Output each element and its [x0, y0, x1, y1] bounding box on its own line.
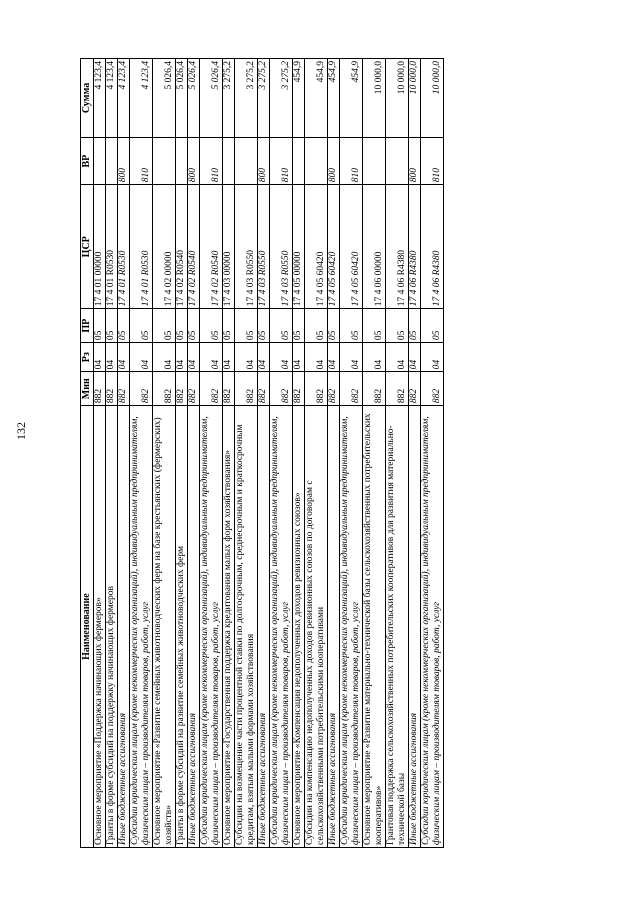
page-number: 132	[14, 422, 28, 440]
cell-sum: 10 000,0	[386, 59, 409, 138]
cell-sum: 3 275,2	[235, 59, 258, 138]
cell-pr: 05	[118, 309, 130, 343]
header-row	[81, 59, 94, 848]
table-row	[176, 59, 188, 848]
table-body	[94, 59, 444, 848]
cell-csr: 17 4 05 60420	[328, 185, 340, 309]
table-row	[386, 59, 409, 848]
table-row	[94, 59, 106, 848]
cell-vr: 810	[130, 137, 153, 184]
cell-csr: 17 4 01 R0530	[106, 185, 118, 309]
table-row	[130, 59, 153, 848]
cell-min: 882	[176, 372, 188, 406]
cell-name: Иные бюджетные ассигнования	[258, 406, 270, 848]
cell-pr: 05	[235, 309, 258, 343]
cell-vr	[94, 137, 106, 184]
cell-rz: 04	[94, 343, 106, 372]
cell-csr: 17 4 06 R4380	[409, 185, 421, 309]
cell-rz: 04	[200, 343, 223, 372]
cell-sum: 5 026,4	[200, 59, 223, 138]
cell-csr: 17 4 02 R0540	[200, 185, 223, 309]
cell-name: Субсидии юридическим лицам (кроме некоммерческих организаций), индивидуальным предпринимателям, физическим лицам – производителям товаров, работ, услуг	[340, 406, 363, 848]
cell-rz: 04	[153, 343, 176, 372]
cell-vr: 810	[421, 137, 444, 184]
cell-pr: 05	[200, 309, 223, 343]
cell-rz: 04	[130, 343, 153, 372]
header-csr: ЦСР	[81, 185, 94, 309]
cell-name: Субсидии юридическим лицам (кроме некоммерческих организаций), индивидуальным предпринимателям, физическим лицам – производителям товаров, работ, услуг	[421, 406, 444, 848]
cell-sum: 4 123,4	[118, 59, 130, 138]
cell-name: Иные бюджетные ассигнования	[409, 406, 421, 848]
cell-pr: 05	[94, 309, 106, 343]
cell-rz: 04	[235, 343, 258, 372]
cell-csr: 17 4 05 00000	[293, 185, 305, 309]
cell-sum: 5 026,4	[153, 59, 176, 138]
cell-csr: 17 4 01 R0530	[118, 185, 130, 309]
cell-csr: 17 4 02 00000	[153, 185, 176, 309]
cell-min: 882	[421, 372, 444, 406]
table-row	[200, 59, 223, 848]
budget-table-rotated	[80, 58, 580, 848]
cell-min: 882	[106, 372, 118, 406]
cell-pr: 05	[176, 309, 188, 343]
cell-pr: 05	[305, 309, 328, 343]
cell-name: Основное мероприятие «Развитие семейных животноводческих ферм на базе крестьянских (фермерских) хозяйств»	[153, 406, 176, 848]
cell-sum: 10 000,0	[421, 59, 444, 138]
cell-rz: 04	[409, 343, 421, 372]
cell-rz: 04	[421, 343, 444, 372]
cell-min: 882	[340, 372, 363, 406]
cell-vr: 800	[188, 137, 200, 184]
table-row	[270, 59, 293, 848]
cell-csr: 17 4 03 R0550	[235, 185, 258, 309]
cell-name: Субсидии на компенсацию недополученных доходов ревизионных союзов по договорам с сельскохозяйственными потребительскими кооперативами	[305, 406, 328, 848]
cell-vr: 800	[409, 137, 421, 184]
cell-sum: 10 000,0	[363, 59, 386, 138]
cell-csr: 17 4 03 00000	[223, 185, 235, 309]
cell-name: Гранты в форме субсидий на развитие семейных животноводческих ферм	[176, 406, 188, 848]
cell-vr	[386, 137, 409, 184]
cell-vr: 810	[340, 137, 363, 184]
table-row	[421, 59, 444, 848]
table-row	[363, 59, 386, 848]
cell-pr: 05	[328, 309, 340, 343]
cell-vr: 810	[200, 137, 223, 184]
cell-csr: 17 4 05 60420	[340, 185, 363, 309]
cell-rz: 04	[305, 343, 328, 372]
cell-name: Иные бюджетные ассигнования	[118, 406, 130, 848]
table-row	[293, 59, 305, 848]
table-row	[258, 59, 270, 848]
cell-sum: 4 123,4	[106, 59, 118, 138]
cell-name: Грантовая поддержка сельскохозяйственных потребительских кооперативов для развития материально-технической базы	[386, 406, 409, 848]
cell-sum: 4 123,4	[94, 59, 106, 138]
table-row	[305, 59, 328, 848]
cell-name: Субсидии юридическим лицам (кроме некоммерческих организаций), индивидуальным предпринимателям, физическим лицам – производителям товаров, работ, услуг	[200, 406, 223, 848]
cell-min: 882	[188, 372, 200, 406]
cell-name: Гранты в форме субсидий на поддержку начинающих фермеров	[106, 406, 118, 848]
header-rz: Рз	[81, 343, 94, 372]
cell-pr: 05	[421, 309, 444, 343]
cell-pr: 05	[223, 309, 235, 343]
cell-csr: 17 4 06 R4380	[421, 185, 444, 309]
table-row	[106, 59, 118, 848]
cell-pr: 05	[293, 309, 305, 343]
header-sum: Сумма	[81, 59, 94, 138]
cell-pr: 05	[153, 309, 176, 343]
cell-name: Основное мероприятие «Государственная поддержка кредитования малых форм хозяйствования»	[223, 406, 235, 848]
cell-min: 882	[118, 372, 130, 406]
cell-min: 882	[200, 372, 223, 406]
table-row	[328, 59, 340, 848]
cell-csr: 17 4 03 R0550	[270, 185, 293, 309]
cell-rz: 04	[328, 343, 340, 372]
cell-sum: 10 000,0	[409, 59, 421, 138]
cell-rz: 04	[106, 343, 118, 372]
cell-sum: 3 275,2	[270, 59, 293, 138]
cell-min: 882	[305, 372, 328, 406]
cell-vr: 810	[270, 137, 293, 184]
cell-sum: 454,9	[340, 59, 363, 138]
cell-name: Основное мероприятие «Развитие материально-технической базы сельскохозяйственных потребительских кооперативов»	[363, 406, 386, 848]
cell-rz: 04	[176, 343, 188, 372]
table-row	[118, 59, 130, 848]
budget-table	[80, 58, 444, 848]
cell-csr: 17 4 06 00000	[363, 185, 386, 309]
cell-pr: 05	[106, 309, 118, 343]
table-row	[409, 59, 421, 848]
cell-csr: 17 4 01 R0530	[130, 185, 153, 309]
cell-sum: 5 026,4	[176, 59, 188, 138]
cell-min: 882	[409, 372, 421, 406]
cell-vr	[176, 137, 188, 184]
cell-min: 882	[363, 372, 386, 406]
cell-sum: 454,9	[293, 59, 305, 138]
cell-name: Субсидии на возмещение части процентной ставки по долгосрочным, среднесрочным и краткосрочным кредитам, взятым малыми формами хозяйствования	[235, 406, 258, 848]
cell-csr: 17 4 06 R4380	[386, 185, 409, 309]
cell-rz: 04	[363, 343, 386, 372]
cell-rz: 04	[386, 343, 409, 372]
cell-pr: 05	[270, 309, 293, 343]
cell-min: 882	[293, 372, 305, 406]
cell-min: 882	[386, 372, 409, 406]
cell-sum: 454,9	[328, 59, 340, 138]
cell-vr	[363, 137, 386, 184]
cell-csr: 17 4 02 R0540	[188, 185, 200, 309]
cell-rz: 04	[223, 343, 235, 372]
cell-name: Иные бюджетные ассигнования	[328, 406, 340, 848]
cell-csr: 17 4 03 R0550	[258, 185, 270, 309]
cell-name: Основное мероприятие «Компенсация недополученных доходов ревизионных союзов»	[293, 406, 305, 848]
cell-min: 882	[328, 372, 340, 406]
cell-vr	[305, 137, 328, 184]
cell-rz: 04	[340, 343, 363, 372]
cell-pr: 05	[363, 309, 386, 343]
cell-sum: 3 275,2	[258, 59, 270, 138]
header-vr: ВР	[81, 137, 94, 184]
cell-min: 882	[270, 372, 293, 406]
cell-vr	[235, 137, 258, 184]
cell-sum: 4 123,4	[130, 59, 153, 138]
cell-vr	[293, 137, 305, 184]
cell-rz: 04	[258, 343, 270, 372]
cell-pr: 05	[258, 309, 270, 343]
cell-min: 882	[130, 372, 153, 406]
cell-name: Основное мероприятие «Поддержка начинающих фермеров»	[94, 406, 106, 848]
cell-pr: 05	[188, 309, 200, 343]
cell-csr: 17 4 01 00000	[94, 185, 106, 309]
cell-min: 882	[258, 372, 270, 406]
cell-rz: 04	[118, 343, 130, 372]
cell-name: Субсидии юридическим лицам (кроме некоммерческих организаций), индивидуальным предпринимателям, физическим лицам – производителям товаров, работ, услуг	[270, 406, 293, 848]
cell-pr: 05	[386, 309, 409, 343]
cell-rz: 04	[293, 343, 305, 372]
cell-vr: 800	[328, 137, 340, 184]
cell-vr: 800	[258, 137, 270, 184]
cell-sum: 454,9	[305, 59, 328, 138]
cell-vr	[153, 137, 176, 184]
cell-rz: 04	[188, 343, 200, 372]
table-row	[340, 59, 363, 848]
table-row	[153, 59, 176, 848]
header-pr: ПР	[81, 309, 94, 343]
cell-name: Иные бюджетные ассигнования	[188, 406, 200, 848]
header-min: Мин	[81, 372, 94, 406]
cell-rz: 04	[270, 343, 293, 372]
cell-pr: 05	[130, 309, 153, 343]
cell-vr	[106, 137, 118, 184]
header-name: Наименование	[81, 406, 94, 848]
cell-min: 882	[235, 372, 258, 406]
cell-min: 882	[94, 372, 106, 406]
cell-pr: 05	[409, 309, 421, 343]
cell-csr: 17 4 02 R0540	[176, 185, 188, 309]
cell-name: Субсидии юридическим лицам (кроме некоммерческих организаций), индивидуальным предпринимателям, физическим лицам – производителям товаров, работ, услуг	[130, 406, 153, 848]
cell-vr	[223, 137, 235, 184]
cell-min: 882	[223, 372, 235, 406]
cell-csr: 17 4 05 60420	[305, 185, 328, 309]
cell-sum: 5 026,4	[188, 59, 200, 138]
cell-min: 882	[153, 372, 176, 406]
table-row	[188, 59, 200, 848]
cell-vr: 800	[118, 137, 130, 184]
table-row	[235, 59, 258, 848]
table-row	[223, 59, 235, 848]
cell-sum: 3 275,2	[223, 59, 235, 138]
cell-pr: 05	[340, 309, 363, 343]
